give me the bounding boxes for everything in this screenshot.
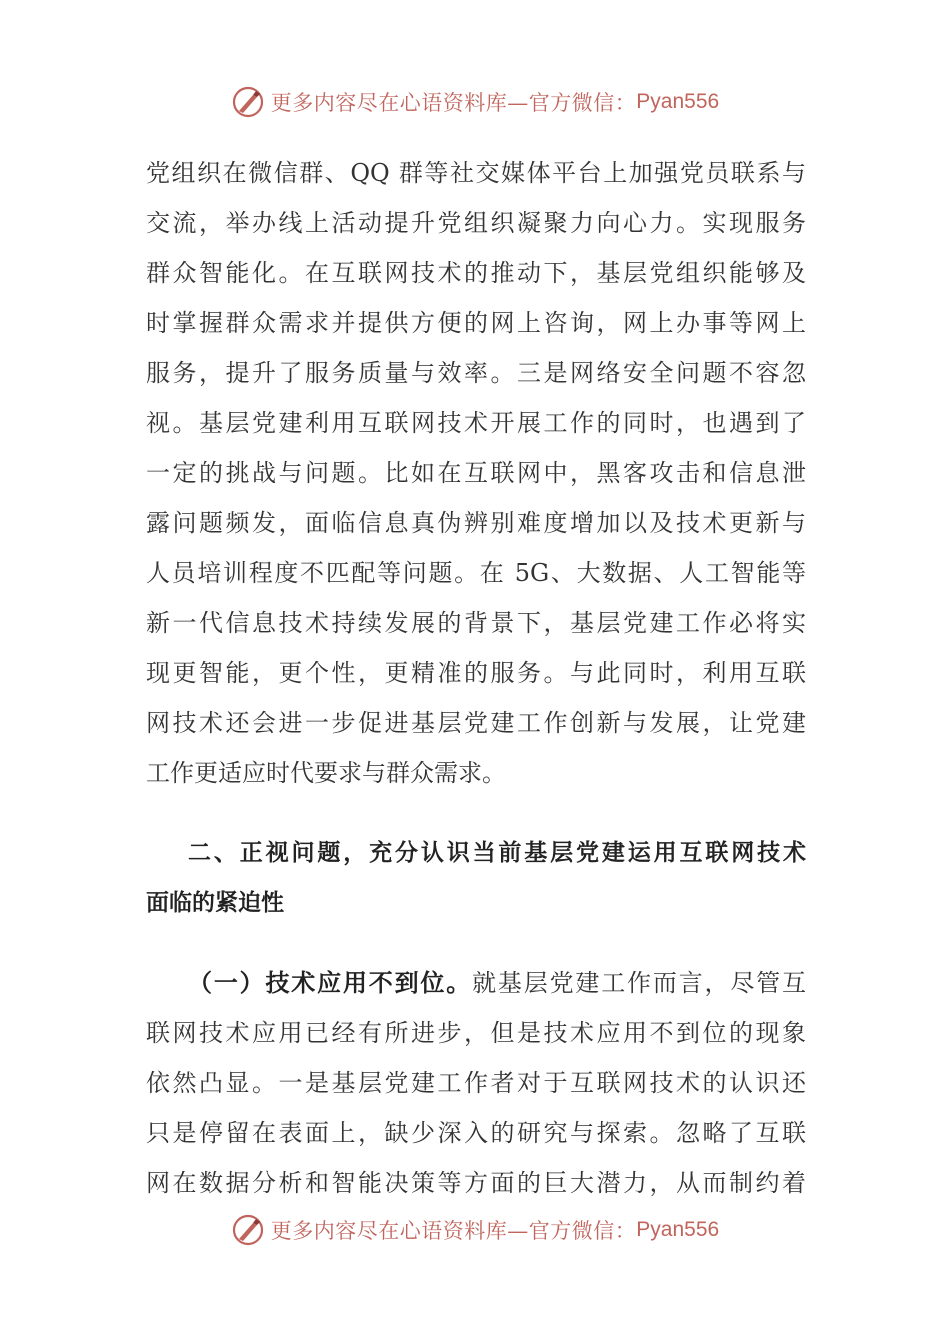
section-heading-2 (146, 828, 806, 928)
header-wechat-id: Pyan556 (636, 90, 720, 113)
header-banner (0, 80, 950, 124)
text-line: 露问题频发，面临信息真伪辨别难度增加以及技术更新与 (146, 509, 806, 537)
paragraph-gap (146, 798, 806, 828)
text-line: 工作更适应时代要求与群众需求。 (146, 759, 506, 787)
footer-banner-text: 更多内容尽在心语资料库—官方微信： (270, 1219, 637, 1243)
section-heading-line: 二、正视问题，充分认识当前基层党建运用互联网技术 (188, 840, 806, 866)
pen-logo-icon (231, 85, 265, 119)
text-line: 视。基层党建利用互联网技术开展工作的同时，也遇到了 (146, 409, 806, 437)
footer-banner (0, 1208, 950, 1252)
text-line: 服务，提升了服务质量与效率。三是网络安全问题不容忽 (146, 359, 806, 387)
section-heading-line: 面临的紧迫性 (146, 890, 284, 916)
subsection-first-line (146, 958, 806, 1008)
text-line: 新一代信息技术持续发展的背景下，基层党建工作必将实 (146, 609, 806, 637)
text-line: 依然凸显。一是基层党建工作者对于互联网技术的认识还 (146, 1069, 806, 1097)
text-line: 交流，举办线上活动提升党组织凝聚力向心力。实现服务 (146, 209, 806, 237)
header-banner-text: 更多内容尽在心语资料库—官方微信： (270, 91, 637, 115)
subsection-title: （一）技术应用不到位。 (188, 969, 473, 997)
text-line: 时掌握群众需求并提供方便的网上咨询，网上办事等网上 (146, 309, 806, 337)
text-line: 群众智能化。在互联网技术的推动下，基层党组织能够及 (146, 259, 806, 287)
pen-logo-icon (231, 1213, 265, 1247)
subsection-1 (146, 958, 806, 1208)
text-line: 只是停留在表面上，缺少深入的研究与探索。忽略了互联 (146, 1119, 806, 1147)
text-line: 党组织在微信群、QQ 群等社交媒体平台上加强党员联系与 (146, 159, 806, 187)
paragraph-1 (146, 148, 806, 798)
text-line: 人员培训程度不匹配等问题。在 5G、大数据、人工智能等 (146, 559, 806, 587)
document-body (146, 148, 806, 1208)
text-line: 网在数据分析和智能决策等方面的巨大潜力，从而制约着 (146, 1169, 806, 1197)
text-line: 现更智能，更个性，更精准的服务。与此同时，利用互联 (146, 659, 806, 687)
subsection-first-text: 就基层党建工作而言，尽管互 (472, 969, 807, 997)
text-line: 联网技术应用已经有所进步，但是技术应用不到位的现象 (146, 1019, 806, 1047)
footer-wechat-id: Pyan556 (636, 1218, 720, 1241)
text-line: 网技术还会进一步促进基层党建工作创新与发展，让党建 (146, 709, 806, 737)
paragraph-gap (146, 928, 806, 958)
text-line: 一定的挑战与问题。比如在互联网中，黑客攻击和信息泄 (146, 459, 806, 487)
